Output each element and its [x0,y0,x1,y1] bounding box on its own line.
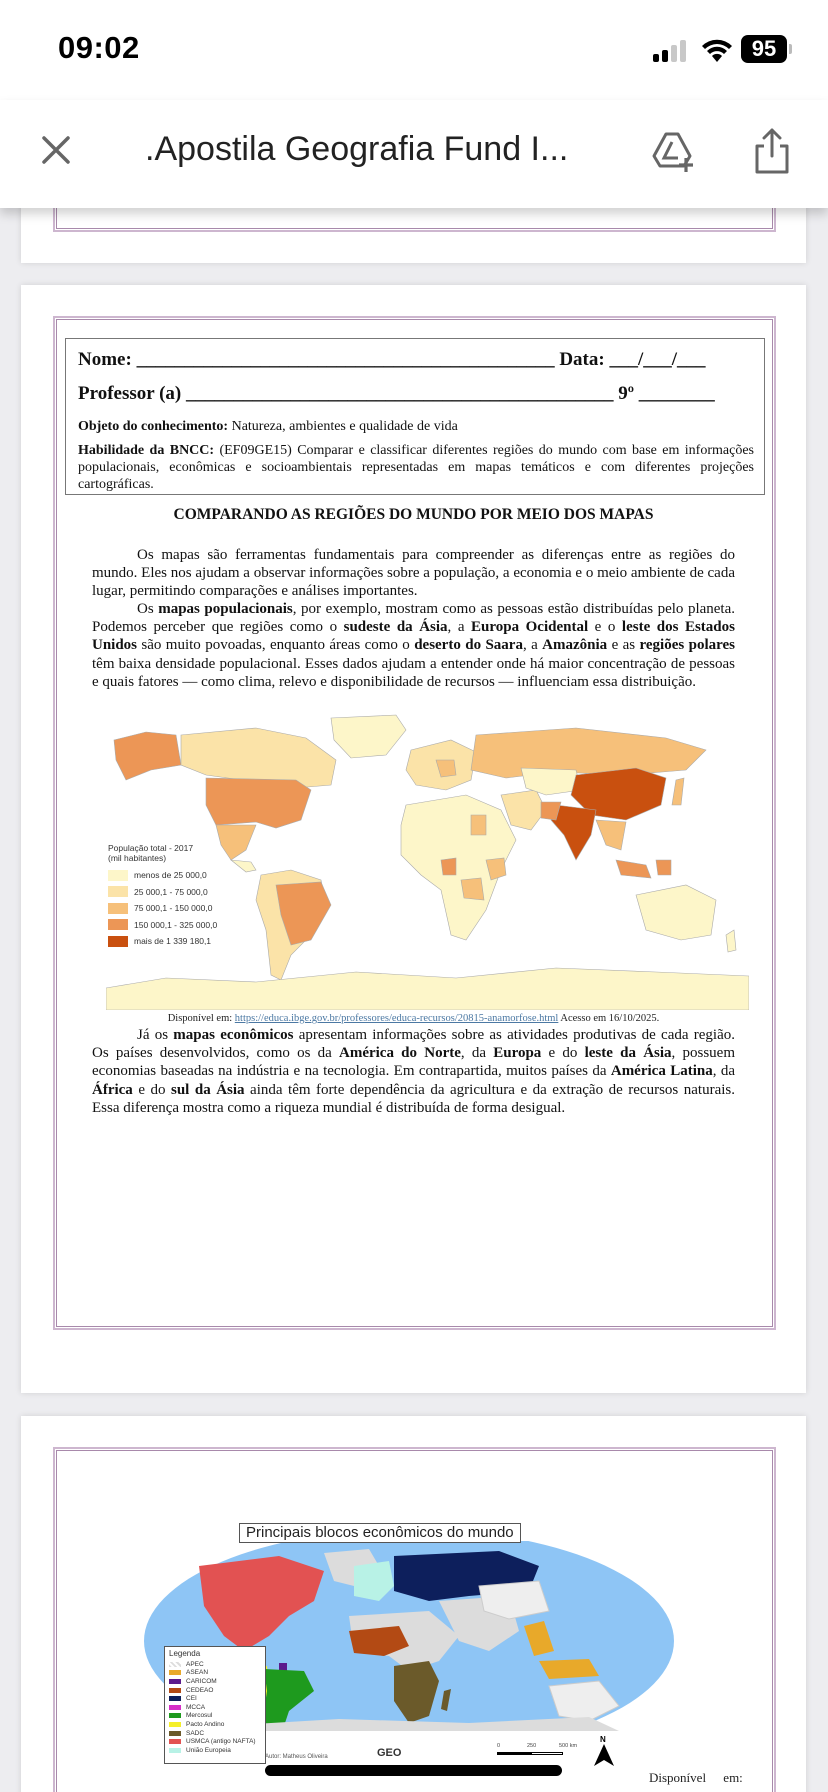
text-span: Os [137,601,159,617]
paragraph-intro [92,546,735,601]
text-span: Já os [137,1027,174,1043]
status-bar [0,0,828,100]
bold-text: Europa [493,1045,542,1062]
pdf-page-next [21,1416,806,1792]
legend-swatch [108,903,128,914]
text-span: Mercosul [186,1712,213,1720]
legend-item [169,1737,261,1746]
add-to-drive-icon[interactable] [650,128,696,174]
text-span: União Europeia [186,1746,231,1754]
bold-text: América do Norte [339,1045,461,1062]
bold-text: África [92,1081,133,1098]
text-span: , da [460,1045,494,1062]
page3-source: Disponível em: [649,1770,743,1785]
share-icon[interactable] [752,126,792,176]
viewer-toolbar [0,100,828,208]
text-span: mais de 1 339 180,1 [134,936,212,947]
text-span: , possuem economias baseadas na indústria e na tecnologia. Em contrapartida, muitos países da [92,1045,735,1080]
text-span: 25 000,1 - 75 000,0 [134,886,208,897]
name-label: Nome: [78,349,132,370]
text-span: 150 000,1 - 325 000,0 [134,919,218,930]
map-author: Autor: Matheus Oliveira [265,1754,328,1760]
text-span [169,1688,181,1693]
paragraph-economic [92,1026,735,1117]
bold-text: América Latina [610,1063,713,1080]
legend-item [169,1686,261,1695]
text-span [169,1713,181,1718]
map-source [21,1013,806,1024]
signal-icon [653,40,687,62]
text-span [169,1748,181,1753]
date-label: Data: [559,349,605,370]
skill-label: Habilidade da BNCC: [78,443,215,458]
text-span [169,1722,181,1727]
text-span: CARICOM [186,1677,217,1685]
text-span [169,1731,181,1736]
text-span: Disponível em: [167,1013,235,1024]
text-span: (mil habitantes) [108,853,167,863]
legend-swatch [108,919,128,930]
text-span: e do [541,1045,585,1062]
paragraph-intro-text: Os mapas são ferramentas fundamentais para compreender as diferenças entre as regiões do mundo. Eles nos ajudam a observar informações sobre a população, a economia e o meio ambiente de cada lugar, permitindo comparações e análises importantes. [92,547,735,600]
bold-text: mapas populacionais [158,601,293,617]
legend-item [108,917,217,934]
skill-value: (EF09GE15) Comparar e classificar diferentes regiões do mundo com base em informações populacionais, econômicas e socioambientais representadas em mapas temáticos e com diferentes projeções cartográficas. [78,443,754,492]
bold-text: regiões polares [639,637,735,654]
legend-item [169,1703,261,1712]
object-value: Natureza, ambientes e qualidade de vida [231,419,458,434]
battery-tip [789,44,792,54]
teacher-label: Professor (a) [78,383,182,404]
text-span: CEDEAO [186,1686,214,1694]
legend-item [169,1712,261,1721]
teacher-blank: _____________________________________________ [186,383,614,404]
scale-bar [497,1743,597,1763]
bloc-map-title: Principais blocos econômicos do mundo [239,1523,521,1543]
geo-logo: GEO [377,1747,402,1759]
bold-text: Europa Ocidental [471,619,589,636]
text-span: USMCA (antigo NAFTA) [186,1738,256,1746]
legend-item [108,884,217,901]
bloc-legend [164,1646,266,1764]
population-legend [108,843,217,950]
text-span: MCCA [186,1703,206,1711]
bold-text: sudeste da Ásia [343,619,448,636]
legend-item [108,867,217,884]
battery-indicator: 95 [741,35,787,63]
text-span: , a [522,637,543,654]
name-row [78,349,706,371]
legend-item [169,1729,261,1738]
bold-text: mapas econômicos [173,1027,294,1043]
bncc-skill [78,442,754,493]
name-blank: ____________________________________________ [136,349,555,370]
text-span: 0 [497,1743,501,1749]
text-span: ASEAN [186,1669,209,1677]
text-span [169,1662,181,1667]
object-label: Objeto do conhecimento: [78,419,229,434]
paragraph-population [92,600,735,691]
text-span: APEC [186,1660,204,1668]
text-span: SADC [186,1729,205,1737]
document-title: .Apostila Geografia Fund I... [145,130,569,168]
population-map [106,710,749,1010]
text-span: , a [447,619,472,636]
legend-item [169,1720,261,1729]
date-blank: ___/___/___ [609,349,706,370]
status-time: 09:02 [58,30,140,65]
text-span: 75 000,1 - 150 000,0 [134,903,213,914]
text-span: CEI [186,1695,197,1703]
text-span: ainda têm forte dependência da agricultura e da extração de recursos naturais. Essa diferença mostra como a riqueza mundial é distribuída de forma desigual. [92,1081,735,1116]
text-span [169,1679,181,1684]
text-span: População total - 2017 [108,843,194,853]
svg-text:N: N [600,1735,606,1744]
legend-item [108,900,217,917]
worksheet-header [65,338,765,495]
legend-item [169,1677,261,1686]
text-span: Acesso em 16/10/2025. [558,1013,660,1024]
text-span: e as [607,637,640,654]
text-span [169,1739,181,1744]
home-indicator[interactable] [265,1765,562,1776]
grade-label: 9º [618,383,635,404]
teacher-row [78,383,715,405]
legend-item [169,1669,261,1678]
text-span: menos de 25 000,0 [134,870,207,881]
text-span: e do [132,1081,171,1098]
text-span [169,1705,181,1710]
north-arrow-icon [590,1734,618,1768]
legend-swatch [108,870,128,881]
wifi-icon [700,36,734,64]
legend-swatch [108,886,128,897]
text-span [169,1696,181,1701]
legend-item [169,1746,261,1755]
legend-title: Legenda [169,1649,201,1658]
text-span: e o [588,619,622,636]
bold-text: sul da Ásia [171,1081,245,1098]
section-title: COMPARANDO AS REGIÕES DO MUNDO POR MEIO DOS MAPAS [173,506,654,523]
legend-item [108,933,217,950]
legend-item [169,1660,261,1669]
text-span: apresentam informações sobre as atividades produtivas de cada região. Os países desenvolvidos, como os da [92,1027,735,1062]
legend-swatch [108,936,128,947]
legend-title [108,843,217,863]
text-span: , da [712,1063,735,1080]
close-icon[interactable] [38,132,74,168]
text-span: , por exemplo, mostram como as pessoas estão distribuídas pelo planeta. Podemos perceber que regiões como o [92,601,736,636]
text-span: Pacto Andino [186,1720,225,1728]
grade-blank: ________ [638,383,715,404]
pdf-page-current [21,285,806,1393]
knowledge-object [78,419,458,435]
text-span: 250 [527,1743,537,1749]
bold-text: leste da Ásia [584,1045,672,1062]
legend-item [169,1694,261,1703]
bold-text: leste dos Estados Unidos [92,619,735,654]
text-span: 500 km [559,1743,578,1749]
text-span: são muito povoadas, enquanto áreas como o [137,637,415,654]
bold-text: deserto do Saara [414,637,523,654]
source-link[interactable]: https://educa.ibge.gov.br/professores/educa-recursos/20815-anamorfose.html [234,1013,559,1024]
text-span [169,1670,181,1675]
bold-text: Amazônia [542,637,608,654]
text-span: têm baixa densidade populacional. Esses dados ajudam a entender onde há maior concentração de pessoas e quais fatores — como clima, relevo e disponibilidade de recursos — influenciam essa distribuição. [92,655,735,690]
